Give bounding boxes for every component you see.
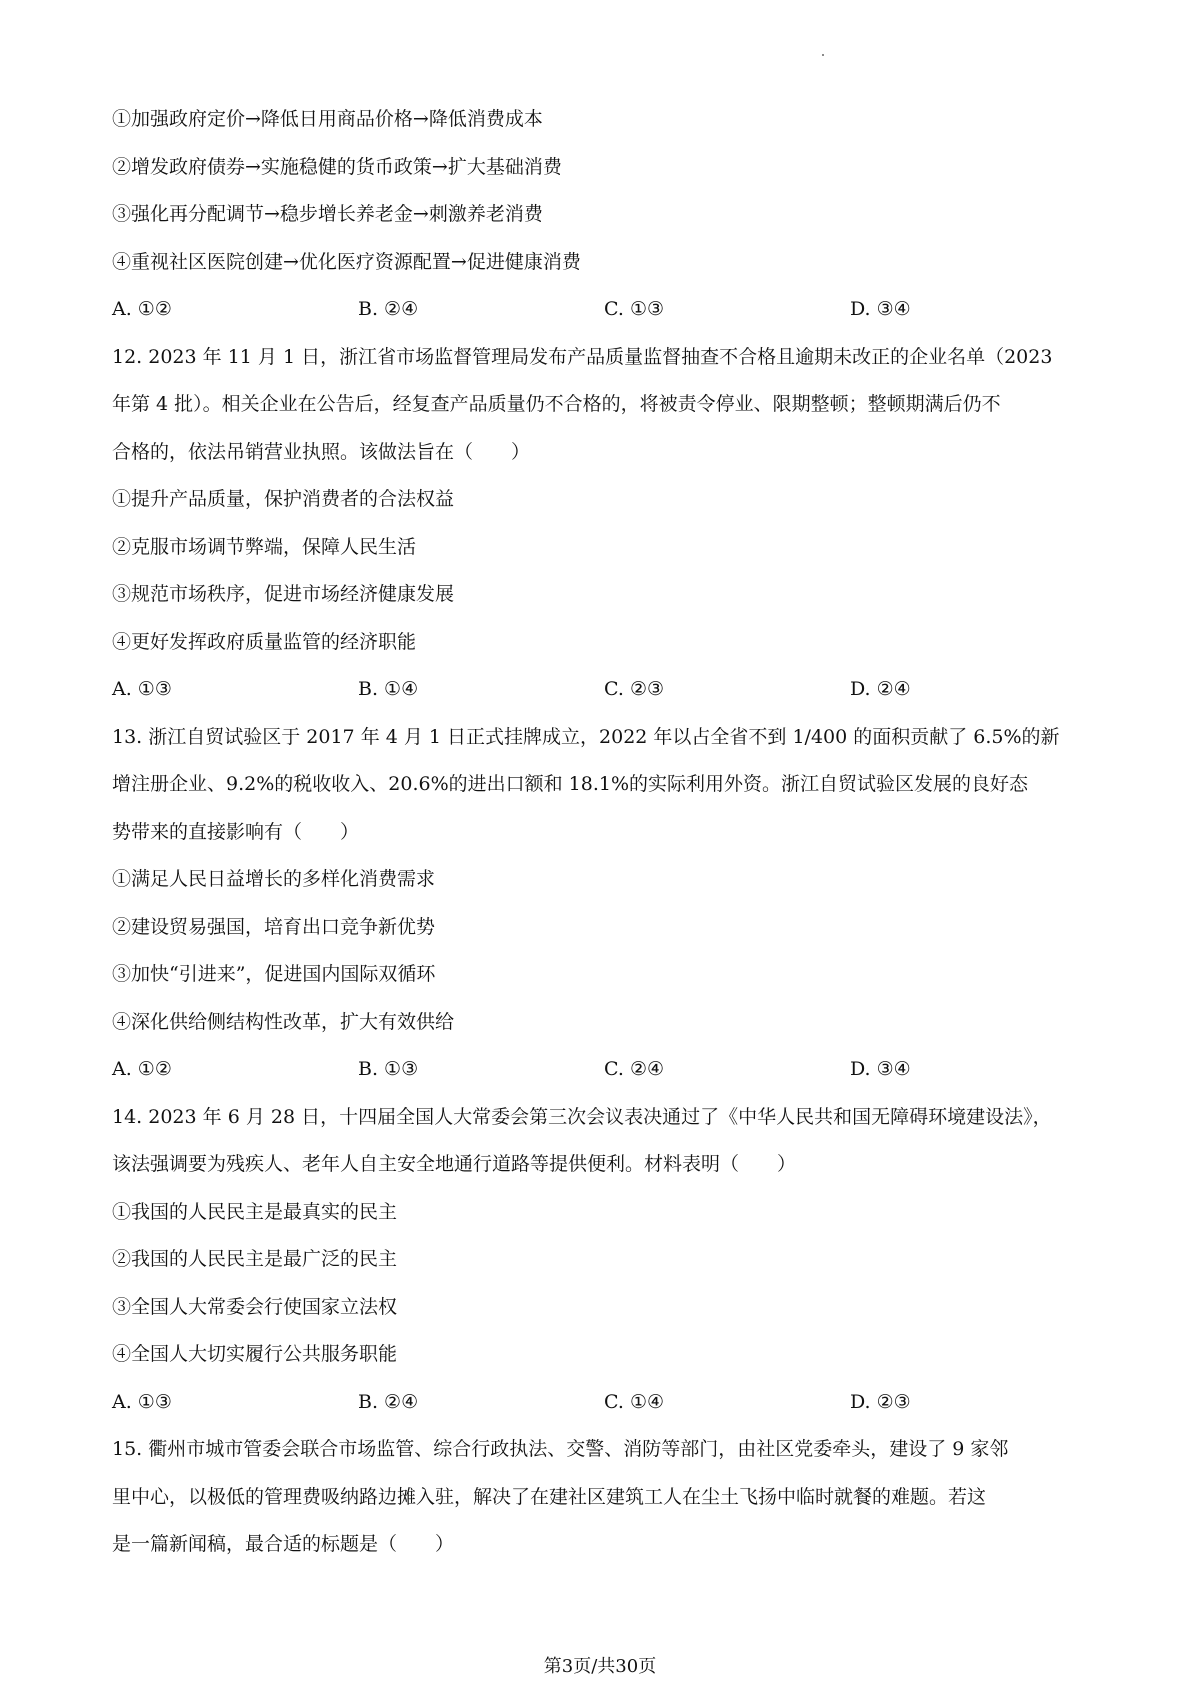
q15-stem-line-2: 里中心，以极低的管理费吸纳路边摊入驻，解决了在建社区建筑工人在尘土飞扬中临时就餐的难题。若这	[112, 1485, 987, 1508]
q11-option-4: ④重视社区医院创建→优化医疗资源配置→促进健康消费	[112, 250, 581, 273]
q11-answer-choices	[112, 286, 1097, 334]
q12-stem-line-3: 合格的，依法吊销营业执照。该做法旨在（ ）	[112, 440, 531, 463]
q14-stem-line-1: 14. 2023 年 6 月 28 日，十四届全国人大常委会第三次会议表决通过了《中华人民共和国无障碍环境建设法》，	[112, 1105, 1052, 1128]
q13-choice-c[interactable]: C. ②④	[604, 1058, 665, 1080]
q14-answer-choices	[112, 1379, 1097, 1427]
q11-option-3: ③强化再分配调节→稳步增长养老金→刺激养老消费	[112, 203, 543, 225]
q12-stem-line-1: 12. 2023 年 11 月 1 日，浙江省市场监督管理局发布产品质量监督抽查不合格且逾期未改正的企业名单（2023	[112, 345, 1053, 368]
q13-option-3: ③加快“引进来”，促进国内国际双循环	[112, 963, 436, 985]
page-footer: 第3页/共30页	[543, 1656, 657, 1677]
q14-option-3: ③全国人大常委会行使国家立法权	[112, 1295, 398, 1318]
page-content	[112, 96, 1097, 1569]
q11-choice-d[interactable]: D. ③④	[850, 298, 911, 320]
scan-dot	[822, 54, 824, 56]
q13-stem-line-2: 增注册企业、9.2%的税收收入、20.6%的进出口额和 18.1%的实际利用外资。浙江自贸试验区发展的良好态	[112, 773, 1029, 795]
q11-option-1: ①加强政府定价→降低日用商品价格→降低消费成本	[112, 108, 543, 130]
q14-option-1: ①我国的人民民主是最真实的民主	[112, 1200, 398, 1223]
q11-choice-a[interactable]: A. ①②	[112, 298, 172, 320]
q11-choice-c[interactable]: C. ①③	[604, 298, 665, 320]
q14-option-4: ④全国人大切实履行公共服务职能	[112, 1343, 398, 1365]
q13-choice-b[interactable]: B. ①③	[358, 1058, 419, 1080]
q12-choice-c[interactable]: C. ②③	[604, 678, 665, 700]
q15-stem-line-1: 15. 衢州市城市管委会联合市场监管、综合行政执法、交警、消防等部门，由社区党委牵头，建设了 9 家邻	[112, 1438, 1009, 1460]
q15-stem-line-3: 是一篇新闻稿，最合适的标题是（ ）	[112, 1533, 455, 1555]
q12-option-2: ②克服市场调节弊端，保障人民生活	[112, 535, 417, 558]
q11-option-2: ②增发政府债券→实施稳健的货币政策→扩大基础消费	[112, 155, 562, 178]
q12-option-1: ①提升产品质量，保护消费者的合法权益	[112, 488, 455, 510]
q13-answer-choices	[112, 1046, 1097, 1094]
q12-choice-b[interactable]: B. ①④	[358, 678, 419, 700]
q14-choice-c[interactable]: C. ①④	[604, 1390, 665, 1413]
q14-option-2: ②我国的人民民主是最广泛的民主	[112, 1248, 398, 1270]
q14-choice-b[interactable]: B. ②④	[358, 1390, 419, 1413]
q13-stem-line-1: 13. 浙江自贸试验区于 2017 年 4 月 1 日正式挂牌成立，2022 年以占全省不到 1/400 的面积贡献了 6.5%的新	[112, 725, 1060, 748]
q12-stem-line-2: 年第 4 批）。相关企业在公告后，经复查产品质量仍不合格的，将被责令停业、限期整顿；整顿期满后仍不	[112, 393, 1001, 415]
q13-option-1: ①满足人民日益增长的多样化消费需求	[112, 868, 436, 890]
q14-choice-a[interactable]: A. ①③	[112, 1390, 172, 1413]
q13-choice-a[interactable]: A. ①②	[112, 1058, 172, 1080]
q12-choice-a[interactable]: A. ①③	[112, 678, 172, 700]
q12-answer-choices	[112, 666, 1097, 714]
q14-choice-d[interactable]: D. ②③	[850, 1390, 911, 1413]
q13-choice-d[interactable]: D. ③④	[850, 1058, 911, 1080]
q11-choice-b[interactable]: B. ②④	[358, 298, 419, 320]
q13-option-2: ②建设贸易强国，培育出口竞争新优势	[112, 915, 436, 938]
q12-choice-d[interactable]: D. ②④	[850, 678, 911, 700]
q13-option-4: ④深化供给侧结构性改革，扩大有效供给	[112, 1010, 455, 1033]
q13-stem-line-3: 势带来的直接影响有（ ）	[112, 820, 360, 843]
q12-option-3: ③规范市场秩序，促进市场经济健康发展	[112, 583, 455, 605]
q12-option-4: ④更好发挥政府质量监管的经济职能	[112, 630, 417, 653]
q14-stem-line-2: 该法强调要为残疾人、老年人自主安全地通行道路等提供便利。材料表明（ ）	[112, 1153, 797, 1175]
